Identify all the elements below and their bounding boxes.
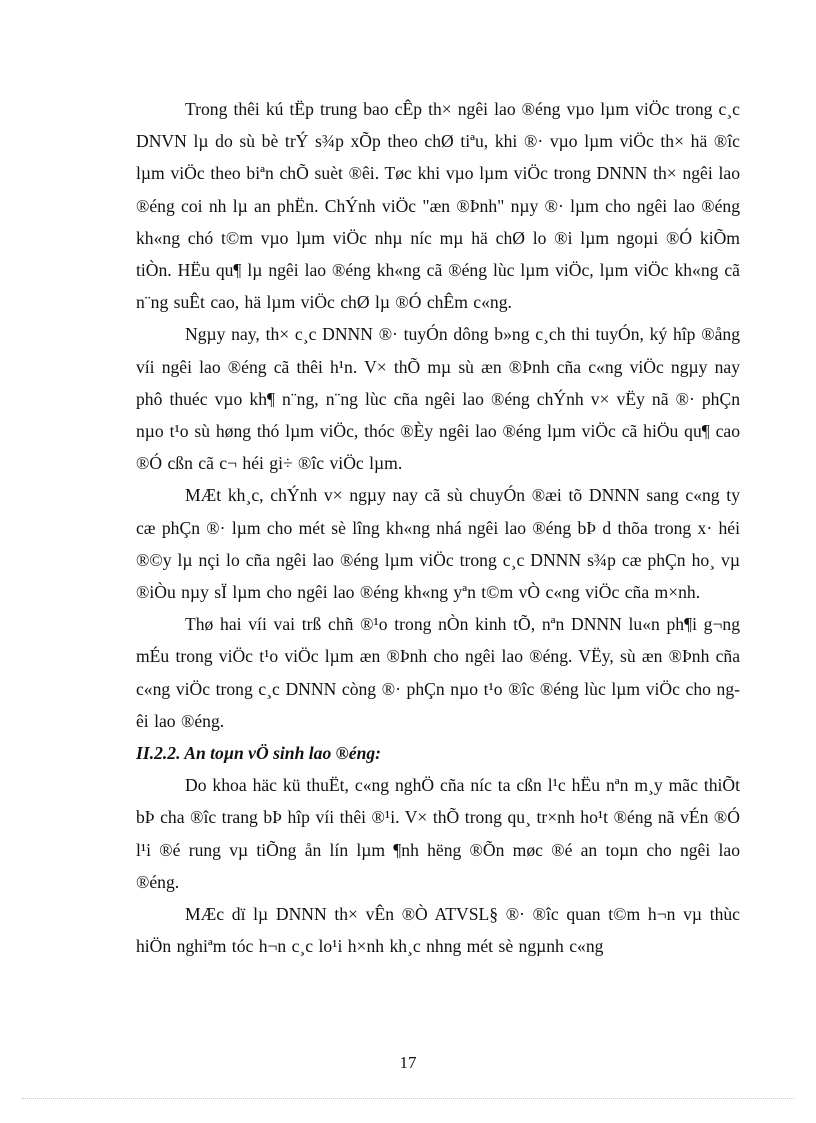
paragraph-1: Trong thêi kú tËp trung bao cÊp th× ngêi lao ®éng vµo lµm viÖc trong c¸c DNVN lµ do sù bè trÝ s¾p xÕp theo chØ tiªu, khi ®· vµo lµm viÖc th× hä ®îc lµm viÖc theo biªn chÕ suèt ®êi. Tøc khi vµo lµm viÖc trong DNNN th× ngêi lao ®éng coi nh lµ an phËn. ChÝnh viÖc "æn ®Þnh" nµy ®· lµm cho ngêi lao ®éng kh«ng chó t©m vµo lµm viÖc nhµ níc mµ hä chØ lo ®i lµm ngoµi ®Ó kiÕm tiÒn. HËu qu¶ lµ ngêi lao ®éng kh«ng cã ®éng lùc lµm viÖc, lµm viÖc kh«ng cã n¨ng suÊt cao, hä lµm viÖc chØ lµ ®Ó chÊm c«ng.	[136, 99, 740, 313]
paragraph-5: Do khoa häc kü thuËt, c«ng nghÖ cña níc ta cßn l¹c hËu nªn m¸y mãc thiÕt bÞ cha ®îc trang bÞ hîp víi thêi ®¹i. V× thÕ trong qu¸ tr×nh ho¹t ®éng nã vÉn ®Ó l¹i ®é rung vµ tiÕng ån lín lµm ¶nh hëng ®Õn møc ®é an toµn cho ngêi lao ®éng.	[136, 775, 740, 892]
paragraph-2: Ngµy nay, th× c¸c DNNN ®· tuyÓn dông b»ng c¸ch thi tuyÓn, ký hîp ®ång víi ngêi lao ®éng cã thêi h¹n. V× thÕ mµ sù æn ®Þnh cña c«ng viÖc ngµy nay phô thuéc vµo kh¶ n¨ng, n¨ng lùc cña ngêi lao ®éng chÝnh v× vËy nã ®· phÇn nµo t¹o sù høng thó lµm viÖc, thóc ®Èy ngêi lao ®éng lµm viÖc cã hiÖu qu¶ cao ®Ó cßn cã c¬ héi gi÷ ®îc viÖc lµm.	[136, 324, 740, 474]
section-heading: II.2.2. An toµn vÖ sinh lao ®éng:	[136, 743, 382, 764]
body-text	[136, 93, 740, 962]
paragraph-4: Thø hai víi vai trß chñ ®¹o trong nÒn kinh tÕ, nªn DNNN lu«n ph¶i g¬ng mÉu trong viÖc t¹o viÖc lµm æn ®Þnh cho ngêi lao ®éng. VËy, sù æn ®Þnh cña c«ng viÖc trong c¸c DNNN còng ®· phÇn nµo t¹o ®îc ®éng lùc lµm viÖc cho ngêi lao ®éng.	[136, 614, 740, 731]
footer-divider	[22, 1098, 794, 1099]
paragraph-3: MÆt kh¸c, chÝnh v× ngµy nay cã sù chuyÓn ®æi tõ DNNN sang c«ng ty cæ phÇn ®· lµm cho mét sè lîng kh«ng nhá ngêi lao ®éng bÞ d thõa trong x· héi ®©y lµ nçi lo cña ngêi lao ®éng lµm viÖc trong c¸c DNNN s¾p cæ phÇn ho¸ vµ ®iÒu nµy sÏ lµm cho ngêi lao ®éng kh«ng yªn t©m vÒ c«ng viÖc cña m×nh.	[136, 485, 740, 603]
paragraph-6: MÆc dï lµ DNNN th× vÊn ®Ò ATVSL§ ®· ®îc quan t©m h¬n vµ thùc hiÖn nghiªm tóc h¬n c¸c lo¹i h×nh kh¸c nhng mét sè ngµnh c«ng	[136, 904, 740, 957]
page-number: 17	[399, 1053, 417, 1072]
